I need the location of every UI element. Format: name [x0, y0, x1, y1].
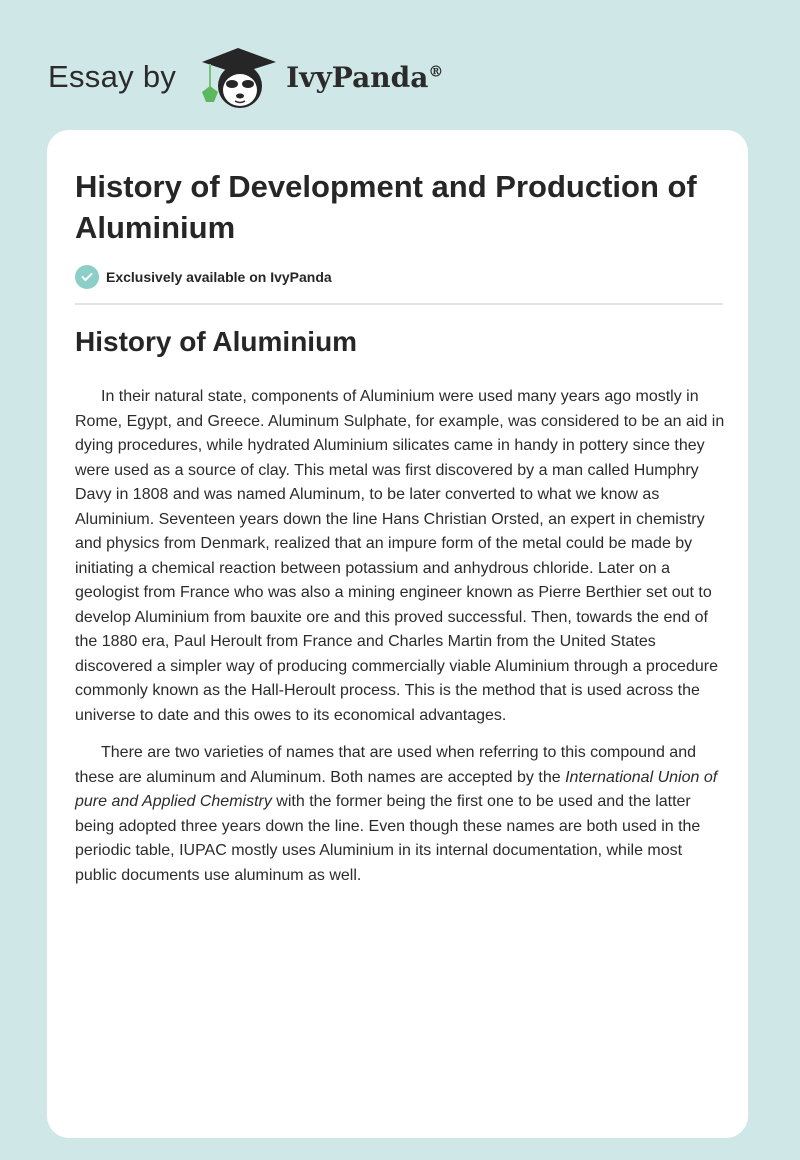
site-header [48, 44, 443, 110]
badge-text: Exclusively available on IvyPanda [106, 269, 332, 285]
essay-card [47, 130, 748, 1138]
essay-by-label: Essay by [48, 59, 177, 94]
section-heading: History of Aluminium [75, 326, 358, 357]
check-icon [75, 265, 99, 289]
iupac-name: International Union of pure and Applied Chemistry [75, 768, 718, 810]
article-body [75, 385, 727, 901]
divider [75, 303, 723, 305]
brand-name: IvyPanda® [286, 60, 444, 94]
exclusive-badge [75, 265, 332, 289]
paragraph: In their natural state, components of Aluminium were used many years ago mostly in Rome, Egypt, and Greece. Aluminum Sulphate, for example, was considered to be an aid in dying procedures, while hydrated Aluminium silicates came in handy in pottery since they were used as a source of clay. This metal was first discovered by a man called Humphry Davy in 1808 and was named Aluminum, to be later converted to what we know as Aluminium. Seventeen years down the line Hans Christian Orsted, an expert in chemistry and physics from Denmark, realized that an impure form of the metal could be made by initiating a chemical reaction between potassium and anhydrous chloride. Later on a geologist from France who was also a mining engineer known as Pierre Berthier set out to develop Aluminium from bauxite ore and this proved successful. Then, towards the end of the 1880 era, Paul Heroult from France and Charles Martin from the United States discovered a simpler way of producing commercially viable Aluminium through a procedure commonly known as the Hall-Heroult process. This is the method that is used across the universe to date and this owes to its economical advantages. [75, 388, 725, 724]
page-title: History of Development and Production of Aluminium [75, 169, 697, 245]
paragraph: There are two varieties of names that are used when referring to this compound and these are aluminum and Aluminum. Both names are accepted by the International Union of pure and Applied Chemistry with the former being the first one to be used and the latter being adopted three years down the line. Even though these names are both used in the periodic table, IUPAC mostly uses Aluminium in its internal documentation, while most public documents use aluminum as well. [75, 744, 718, 884]
ivypanda-logo-icon[interactable] [192, 44, 280, 110]
